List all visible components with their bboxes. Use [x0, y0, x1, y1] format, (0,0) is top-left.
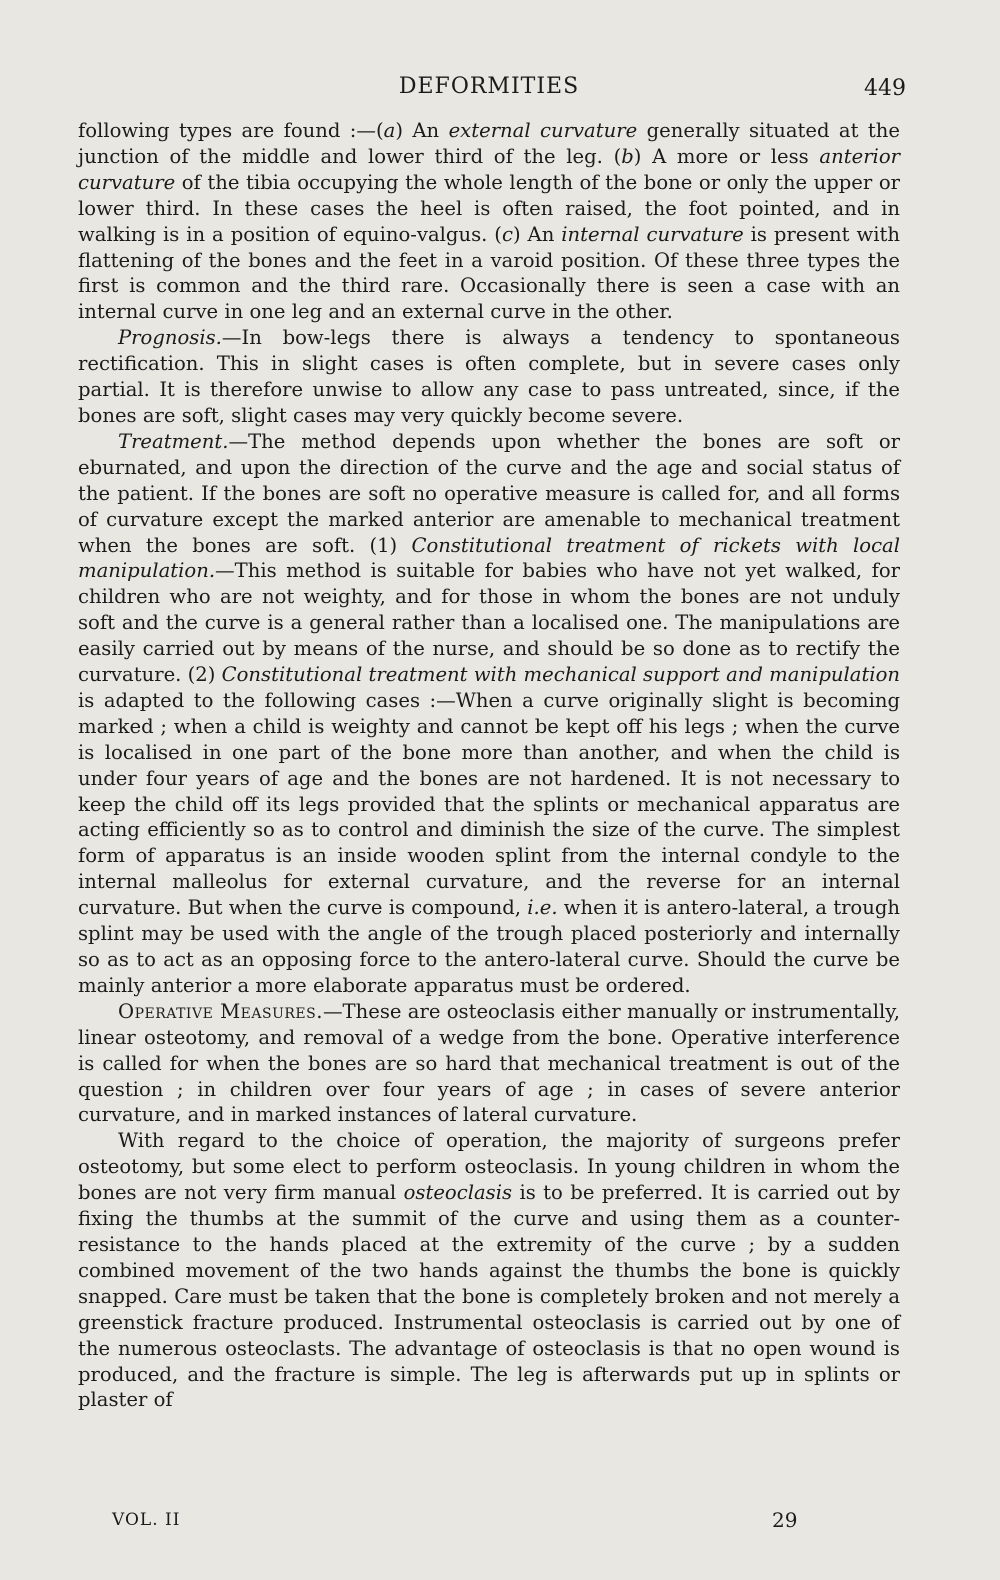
- signature-mark: 29: [772, 1508, 798, 1532]
- list-letter: a: [383, 119, 396, 142]
- text-run: generally situated at the junction of the middle and lower third of the leg. (: [78, 119, 900, 168]
- page-header: [78, 70, 906, 110]
- text-run: following types are found :—(: [78, 119, 384, 142]
- section-heading: Treatment.: [118, 429, 229, 453]
- italic-term: osteoclasis: [403, 1181, 513, 1205]
- paragraph-prognosis: [78, 325, 900, 429]
- text-run: is adapted to the following cases :—When a curve originally slight is becoming marked ; when a child is weighty and cannot be kept off his legs ; when the curve is localised in one part of the bone more than another, and when the child is under four years of age and the bones are not hardened. It is not necessary to keep the child off its legs provided that the splints or mechanical apparatus are acting efficiently so as to control and diminish the size of the curve. The simplest form of apparatus is an inside wooden splint from the internal condyle to the internal malleolus for external curvature, and the reverse for an internal curvature. But when the curve is compound,: [78, 688, 900, 920]
- italic-term: Constitutional treatment of rickets with local manipulation.: [78, 533, 900, 583]
- text-run: —This method is suitable for babies who have not yet walked, for children who are not weighty, and for those in whom the bones are not unduly soft and the curve is a general rather than a localised one. The manipulations are easily carried out by means of the nurse, and should be so done as to rectify the curvature. (2): [78, 559, 900, 687]
- section-heading: Operative Measures.: [118, 999, 323, 1023]
- text-run: of the tibia occupying the whole length of the bone or only the upper or lower third. In these cases the heel is often raised, the foot pointed, and in walking is in a position of equino-valgus. (: [78, 170, 900, 246]
- italic-term: internal curvature: [561, 222, 744, 246]
- text-run: With regard to the choice of operation, the majority of surgeons prefer osteotomy, but some elect to perform osteoclasis. In young children in whom the bones are not very firm manual: [78, 1129, 900, 1205]
- paragraph-operation-choice: [78, 1128, 900, 1413]
- page-footer: [112, 1510, 900, 1540]
- text-run: ) An: [512, 222, 562, 246]
- text-run: is to be preferred. It is carried out by fixing the thumbs at the summit of the curve and using them as a counter-resistance to the hands placed at the extremity of the curve ; by a sudden combined movement of the two hands against the thumbs the bone is quickly snapped. Care must be taken that the bone is completely broken and not merely a greenstick fracture produced. Instrumental osteoclasis is carried out by one of the numerous osteoclasts. The advantage of osteoclasis is that no open wound is produced, and the fracture is simple. The leg is afterwards put up in splints or plaster of: [78, 1181, 900, 1412]
- text-run: ) A more or less: [633, 144, 820, 168]
- text-run: is present with flattening of the bones and the feet in a varoid position. Of these three types the first is common and the third rare. Occasionally there is seen a case with an internal curve in one leg and an external curve in the other.: [78, 222, 901, 324]
- volume-label: VOL. II: [112, 1510, 181, 1530]
- section-heading: Prognosis.: [118, 326, 222, 350]
- list-letter: b: [621, 144, 634, 168]
- paragraph-types: [78, 118, 900, 325]
- body-text: [78, 118, 900, 1413]
- text-run: when it is antero-lateral, a trough splint may be used with the angle of the trough placed posteriorly and internally so as to act as an opposing force to the antero-lateral curve. Should the curve be mainly anterior a more elaborate apparatus must be ordered.: [78, 896, 901, 997]
- italic-term: Constitutional treatment with mechanical support and manipulation: [221, 663, 900, 687]
- italic-term: external curvature: [448, 119, 638, 142]
- list-letter: c: [501, 222, 513, 246]
- paragraph-operative-measures: [78, 999, 900, 1129]
- page-number: 449: [864, 76, 906, 101]
- text-run: —These are osteoclasis either manually or instrumentally, linear osteotomy, and removal of a wedge from the bone. Operative interference is called for when the bones are so hard that mechanical treatment is out of the question ; in children over four years of age ; in cases of severe anterior curvature, and in marked instances of lateral curvature.: [78, 999, 900, 1127]
- text-run: —In bow-legs there is always a tendency to spontaneous rectification. This in slight cases is often complete, but in severe cases only partial. It is therefore unwise to allow any case to pass untreated, since, if the bones are soft, slight cases may very quickly become severe.: [78, 326, 900, 427]
- italic-term: anterior curvature: [78, 144, 900, 194]
- paragraph-treatment: [78, 429, 900, 999]
- text-run: —The method depends upon whether the bones are soft or eburnated, and upon the direction of the curve and the age and social status of the patient. If the bones are soft no operative measure is called for, and all forms of curvature except the marked anterior are amenable to mechanical treatment when the bones are soft. (1): [78, 429, 900, 557]
- italic-term: i.e.: [527, 896, 558, 920]
- text-run: ) An: [395, 119, 449, 142]
- running-head: DEFORMITIES: [398, 74, 580, 99]
